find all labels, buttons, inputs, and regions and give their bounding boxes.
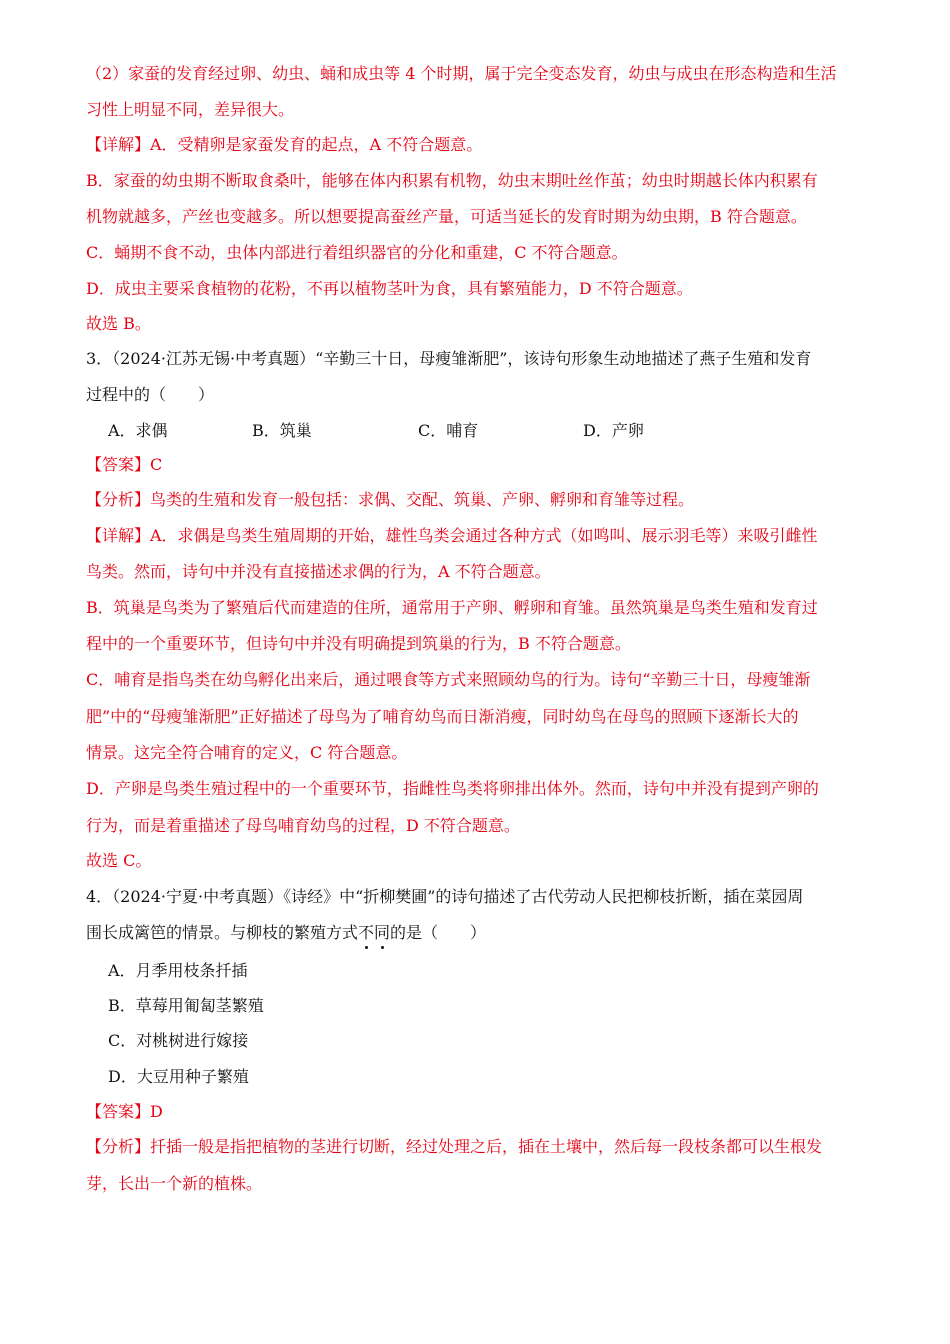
q2-detail-d: D．成虫主要采食植物的花粉，不再以植物茎叶为食，具有繁殖能力，D 不符合题意。	[86, 279, 693, 298]
q4-option-c: C．对桃树进行嫁接	[108, 1031, 249, 1050]
emphasis-char-same: 同	[374, 923, 391, 942]
q3-detail-c-line-3: 情景。这完全符合哺育的定义，C 符合题意。	[86, 743, 408, 762]
q3-option-d: D．产卵	[583, 421, 644, 440]
q2-conclusion: 故选 B。	[86, 314, 151, 333]
q4-answer: 【答案】D	[86, 1102, 163, 1121]
q4-stem-line-2	[86, 922, 486, 944]
q3-detail-a-line-1: 【详解】A．求偶是鸟类生殖周期的开始，雄性鸟类会通过各种方式（如鸣叫、展示羽毛等）来吸引雌性	[86, 526, 818, 545]
q3-detail-c-line-2: 肥”中的“母瘦雏渐肥”正好描述了母鸟为了哺育幼鸟而日渐消瘦，同时幼鸟在母鸟的照顾下逐渐长大的	[86, 707, 799, 726]
q4-stem-tail: 的是（ ）	[390, 923, 487, 942]
q3-detail-b-line-2: 程中的一个重要环节，但诗句中并没有明确提到筑巢的行为，B 不符合题意。	[86, 634, 631, 653]
q3-detail-c-line-1: C．哺育是指鸟类在幼鸟孵化出来后，通过喂食等方式来照顾幼鸟的行为。诗句“辛勤三十日，母瘦雏渐	[86, 670, 811, 689]
q4-analysis-line-2: 芽，长出一个新的植株。	[86, 1174, 263, 1193]
q2-analysis-line-2: 习性上明显不同，差异很大。	[86, 100, 295, 119]
q4-stem-text: 围长成篱笆的情景。与柳枝的繁殖方式	[86, 923, 359, 942]
q3-option-a: A．求偶	[108, 421, 168, 440]
q3-analysis: 【分析】鸟类的生殖和发育一般包括：求偶、交配、筑巢、产卵、孵卵和育雏等过程。	[86, 490, 695, 509]
q3-detail-a-line-2: 鸟类。然而，诗句中并没有直接描述求偶的行为，A 不符合题意。	[86, 562, 551, 581]
q3-conclusion: 故选 C。	[86, 851, 152, 870]
q2-detail-c: C．蛹期不食不动，虫体内部进行着组织器官的分化和重建，C 不符合题意。	[86, 243, 628, 262]
q2-analysis-line-1: （2）家蚕的发育经过卵、幼虫、蛹和成虫等 4 个时期，属于完全变态发育，幼虫与成虫在形态构造和生活	[86, 64, 837, 83]
q3-option-c: C．哺育	[418, 421, 479, 440]
q3-detail-b-line-1: B．筑巢是鸟类为了繁殖后代而建造的住所，通常用于产卵、孵卵和育雏。虽然筑巢是鸟类生殖和发育过	[86, 598, 818, 617]
q4-analysis-line-1: 【分析】扦插一般是指把植物的茎进行切断，经过处理之后，插在土壤中，然后每一段枝条都可以生根发	[86, 1137, 823, 1156]
q4-option-a: A．月季用枝条扦插	[108, 961, 248, 980]
q3-option-b: B．筑巢	[252, 421, 312, 440]
q3-stem-line-1: 3．（2024·江苏无锡·中考真题）“辛勤三十日，母瘦雏渐肥”，该诗句形象生动地描述了燕子生殖和发育	[86, 349, 812, 368]
q3-detail-d-line-2: 行为，而是着重描述了母鸟哺育幼鸟的过程，D 不符合题意。	[86, 816, 520, 835]
q4-option-b: B．草莓用匍匐茎繁殖	[108, 996, 264, 1015]
q2-detail-b-line-1: B．家蚕的幼虫期不断取食桑叶，能够在体内积累有机物，幼虫末期吐丝作茧；幼虫时期越长体内积累有	[86, 171, 818, 190]
q4-stem-line-1: 4．（2024·宁夏·中考真题）《诗经》中“折柳樊圃”的诗句描述了古代劳动人民把柳枝折断，插在菜园周	[86, 887, 804, 906]
emphasis-char-not: 不	[358, 923, 375, 942]
q3-stem-line-2: 过程中的（ ）	[86, 385, 215, 404]
q2-detail-b-line-2: 机物就越多，产丝也变越多。所以想要提高蚕丝产量，可适当延长的发育时期为幼虫期，B 符合题意。	[86, 207, 807, 226]
q3-answer: 【答案】C	[86, 455, 163, 474]
q3-detail-d-line-1: D．产卵是鸟类生殖过程中的一个重要环节，指雌性鸟类将卵排出体外。然而，诗句中并没有提到产卵的	[86, 779, 819, 798]
q4-option-d: D．大豆用种子繁殖	[108, 1067, 249, 1086]
q2-detail-a: 【详解】A．受精卵是家蚕发育的起点，A 不符合题意。	[86, 135, 483, 154]
